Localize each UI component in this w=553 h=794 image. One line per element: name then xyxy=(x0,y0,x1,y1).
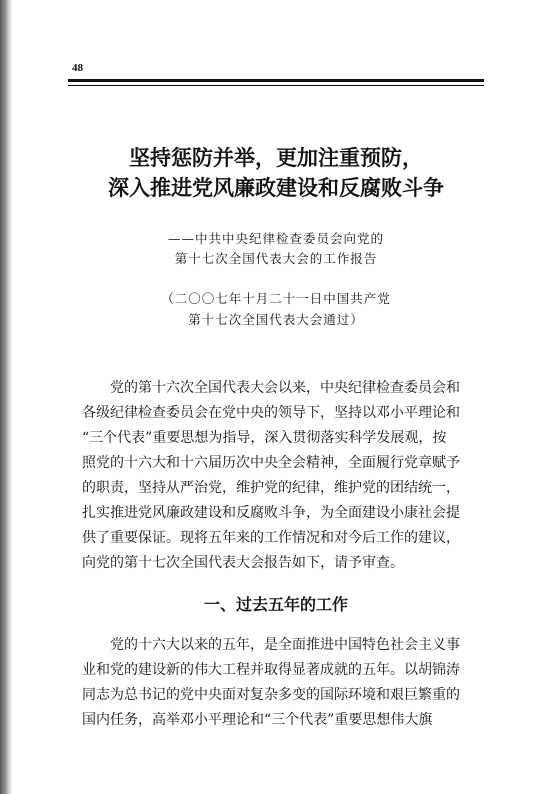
paragraph-line: 党的十六大以来的五年，是全面推进中国特色社会主义事 xyxy=(110,637,460,653)
paragraph-line: 国内任务，高举邓小平理论和“三个代表”重要思想伟大旗 xyxy=(82,712,433,728)
paragraph-line: 党的第十六次全国代表大会以来，中央纪律检查委员会和 xyxy=(110,380,460,396)
subtitle-line-2: 第十七次全国代表大会的工作报告 xyxy=(174,251,378,266)
page-number: 48 xyxy=(72,62,83,74)
paragraph-line: 业和党的建设新的伟大工程并取得显著成就的五年。以胡锦涛 xyxy=(82,662,460,678)
paragraph-line: 同志为总书记的党中央面对复杂多变的国际环境和艰巨繁重的 xyxy=(82,687,460,703)
intro-paragraph xyxy=(82,376,488,576)
paragraph-line: 照党的十六大和十六届历次中央全会精神，全面履行党章赋予 xyxy=(82,455,460,471)
document-subtitle xyxy=(68,229,484,269)
paragraph-line: 各级纪律检查委员会在党中央的领导下，坚持以邓小平理论和 xyxy=(82,405,460,421)
header-rule-thin xyxy=(68,85,484,86)
paragraph-line: 向党的第十七次全国代表大会报告如下，请予审查。 xyxy=(82,555,404,571)
book-spine-shadow xyxy=(0,0,12,794)
paragraph-line: 的职责，坚持从严治党，维护党的纪律，维护党的团结统一， xyxy=(82,480,460,496)
adoption-note xyxy=(68,288,484,330)
paragraph-line: 扎实推进党风廉政建设和反腐败斗争，为全面建设小康社会提 xyxy=(82,505,460,521)
note-line-1: （二〇〇七年十月二十一日中国共产党 xyxy=(161,291,391,306)
title-line-1: 坚持惩防并举，更加注重预防， xyxy=(129,146,423,170)
section-paragraph xyxy=(82,633,488,733)
title-line-2: 深入推进党风廉政建设和反腐败斗争 xyxy=(108,176,444,200)
note-line-2: 第十七次全国代表大会通过） xyxy=(188,312,364,327)
paragraph-line: 供了重要保证。现将五年来的工作情况和对今后工作的建议， xyxy=(82,530,460,546)
paragraph-line: “三个代表”重要思想为指导，深入贯彻落实科学发展观，按 xyxy=(82,430,447,446)
document-title xyxy=(68,143,484,203)
section-heading: 一、过去五年的工作 xyxy=(203,595,348,614)
header-rule-thick xyxy=(68,79,484,82)
subtitle-line-1: ——中共中央纪律检查委员会向党的 xyxy=(167,231,384,246)
